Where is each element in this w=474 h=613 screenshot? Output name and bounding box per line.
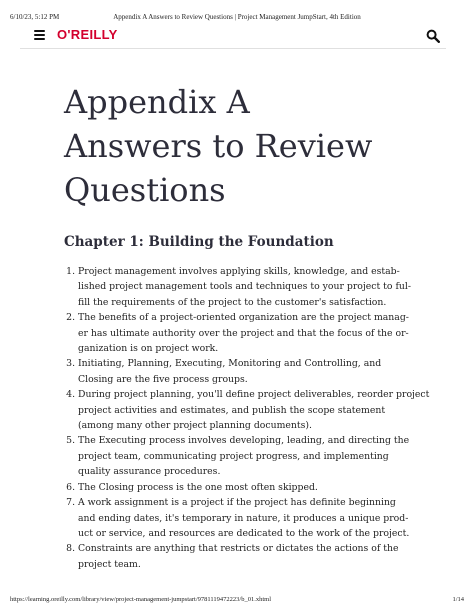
- hamburger-menu-icon[interactable]: [34, 30, 45, 40]
- answer-line: lished project management tools and techniques to your project to ful-: [78, 281, 411, 293]
- answer-line: project team, communicating project progress, and implementing: [78, 450, 389, 462]
- answer-line: project team.: [78, 558, 141, 570]
- answer-line: ganization is on project work.: [78, 343, 219, 355]
- answer-line: 4. During project planning, you'll define project deliverables, reorder project: [78, 389, 430, 401]
- title-line: Appendix A: [64, 83, 250, 121]
- chapter-heading: Chapter 1: Building the Foundation: [64, 234, 334, 250]
- title-line: Answers to Review: [64, 127, 373, 165]
- answer-line: 2. The benefits of a project-oriented organization are the project manag-: [78, 312, 409, 324]
- answer-item: [78, 356, 394, 387]
- answer-item: [78, 433, 410, 479]
- answer-line: (among many other project planning documents).: [78, 420, 312, 432]
- answer-line: uct or service, and resources are dedicated to the work of the project.: [78, 527, 410, 539]
- top-navbar: [20, 24, 446, 49]
- answer-item: [78, 310, 409, 356]
- print-footer: [0, 596, 474, 608]
- print-url[interactable]: https://learning.oreilly.com/library/view/project-management-jumpstart/9781119472223/b_01.xhtml: [10, 596, 272, 603]
- title-line: Questions: [64, 171, 226, 209]
- answer-line: 7. A work assignment is a project if the project has definite beginning: [78, 497, 396, 509]
- answer-line: and ending dates, it's temporary in nature, it produces a unique prod-: [78, 512, 409, 524]
- answer-item: [78, 480, 394, 495]
- answer-item: [78, 541, 399, 572]
- print-timestamp: 6/10/23, 5:12 PM: [10, 13, 60, 21]
- answer-line: er has ultimate authority over the project and that the focus of the or-: [78, 327, 409, 339]
- answer-line: 6. The Closing process is the one most often skipped.: [78, 481, 318, 493]
- search-icon[interactable]: [426, 28, 440, 42]
- answer-line: Closing are the five process groups.: [78, 373, 248, 385]
- answer-list: [64, 264, 430, 572]
- print-doc-title: Appendix A Answers to Review Questions | Project Management JumpStart, 4th Edition: [113, 13, 361, 21]
- main-content: [64, 80, 430, 572]
- print-header: [0, 0, 474, 22]
- answer-line: project activities and estimates, and publish the scope statement: [78, 404, 386, 416]
- answer-line: fill the requirements of the project to the customer's satisfaction.: [78, 296, 387, 308]
- print-page-number: 1/14: [452, 596, 464, 603]
- answer-item: [78, 264, 411, 310]
- answer-item: [78, 495, 410, 541]
- answer-line: 5. The Executing process involves developing, leading, and directing the: [78, 435, 410, 447]
- answer-line: 8. Constraints are anything that restricts or dictates the actions of the: [78, 543, 399, 555]
- answer-line: 3. Initiating, Planning, Executing, Monitoring and Controlling, and: [78, 358, 382, 370]
- page-title: [64, 80, 394, 212]
- answer-line: quality assurance procedures.: [78, 466, 221, 478]
- answer-line: 1. Project management involves applying skills, knowledge, and estab-: [78, 266, 400, 277]
- oreilly-logo[interactable]: O'REILLY: [57, 27, 118, 42]
- answer-item: [78, 387, 430, 433]
